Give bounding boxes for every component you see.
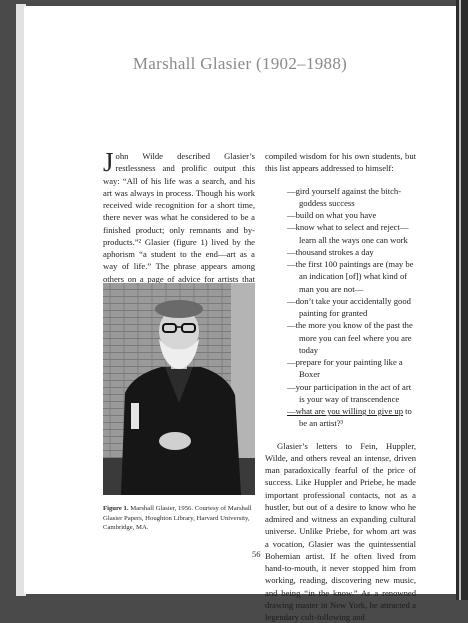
figure-caption [103, 504, 255, 533]
figure-label: Figure 1. [103, 505, 129, 512]
left-paragraph-text: ohn Wilde described Glasier’s restlessness and prolific output this way: “All of his life was a search, and his art was always in process. Though his work received wide recognition for a short time, there never was what he considered to be a finished product; only remnants and by-products.”² Glasier (figure 1) lived by the aphorism “a student to the end—art as a way of life.” The phrase appears among others on a page of advice for artists that [103, 151, 255, 308]
drop-cap: J [103, 151, 114, 173]
right-paragraph: Glasier’s letters to Fein, Huppler, Wilde, and others reveal an intense, driven man paradoxically fearful of the price of success. Like Huppler and Priebe, he made important professional contacts, not as a hustler, but out of a desire to know who he admired and witness an expanding cultural universe. Unlike Priebe, for whom art was a vocation, Glasier was the quintessential Bohemian artist. If he often lived from hand-to-mouth, it never stopped him from working, reading, discovering new music, and being “in the know.” As a renowned drawing master in New York, he attracted a legendary cult-following and [265, 440, 416, 623]
list-item: —thousand strokes a day [287, 246, 416, 258]
list-item: —gird yourself against the bitch-goddess success [287, 185, 416, 210]
list-item: —know what to select and reject—learn all the ways one can work [287, 221, 416, 246]
list-item: —build on what you have [287, 209, 416, 221]
list-item: —the more you know of the past the more you can feel where you are today [287, 319, 416, 356]
list-item: —don’t take your accidentally good painting for granted [287, 295, 416, 320]
list-item-rest: to be an artist?³ [299, 406, 412, 428]
list-item: —the first 100 paintings are (may be an indication [of]) what kind of man you are not— [287, 258, 416, 295]
underlined-phrase: —what are you willing to give up [287, 406, 403, 416]
chapter-title: Marshall Glasier (1902–1988) [24, 54, 456, 74]
list-item: —prepare for your painting like a Boxer [287, 356, 416, 381]
advice-list [265, 185, 416, 430]
right-intro: compiled wisdom for his own students, but this list appears addressed to himself: [265, 150, 416, 175]
list-item: —your participation in the act of art is your way of transcendence [287, 381, 416, 406]
portrait-photo-image [103, 283, 255, 495]
list-item-last [287, 405, 416, 430]
page-number: 56 [252, 549, 261, 559]
right-column [265, 150, 416, 623]
figure-caption-text: Marshall Glasier, 1956. Courtesy of Marshall Glasier Papers, Houghton Library, Harvard University, Cambridge, MA. [103, 505, 252, 531]
facing-page-edge [456, 0, 468, 600]
figure-photo [103, 283, 255, 495]
